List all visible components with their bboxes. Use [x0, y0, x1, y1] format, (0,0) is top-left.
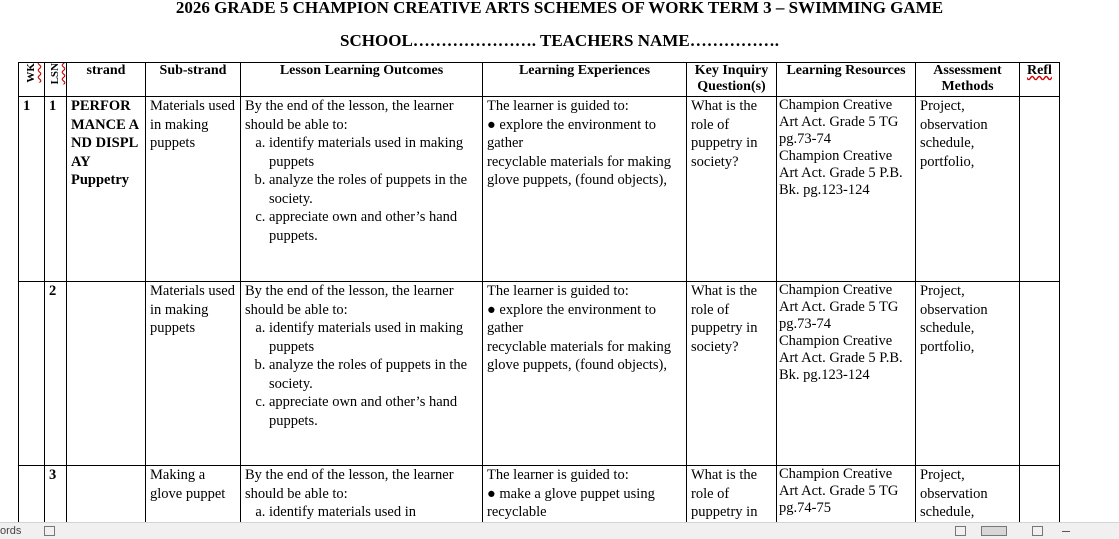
resources-cell — [777, 466, 916, 526]
outcomes-intro: By the end of the lesson, the learner should be able to: — [245, 283, 454, 318]
status-bar — [0, 522, 1119, 539]
col-substrand-header: Sub-strand — [146, 63, 241, 97]
experiences-intro: The learner is guided to: — [487, 467, 629, 483]
assessment-cell: Project, observation schedule, portfolio, — [916, 282, 1020, 466]
week-cell: 1 — [19, 97, 45, 282]
reflection-cell — [1020, 282, 1060, 466]
strand-cell — [67, 466, 146, 526]
resource-pb: Champion Creative Art Act. Grade 5 P.B. Bk. pg.123-124 — [779, 333, 903, 383]
resource-pb: Champion Creative Art Act. Grade 5 P.B. Bk. pg.123-124 — [779, 148, 903, 198]
resource-tg: Champion Creative Art Act. Grade 5 TG pg.74-75 — [779, 466, 899, 516]
inquiry-cell: What is the role of puppetry in society? — [687, 97, 777, 282]
web-layout-icon[interactable] — [1032, 526, 1043, 536]
print-layout-icon[interactable] — [981, 526, 1007, 536]
substrand-cell: Materials used in making puppets — [146, 97, 241, 282]
outcomes-intro: By the end of the lesson, the learner should be able to: — [245, 467, 454, 502]
experiences-rest: recyclable materials for making glove puppets, (found objects), — [487, 338, 671, 373]
substrand-cell: Making a glove puppet — [146, 466, 241, 526]
document-title: 2026 GRADE 5 CHAMPION CREATIVE ARTS SCHEMES OF WORK TERM 3 – SWIMMING GAME — [175, 0, 944, 17]
outcomes-cell — [241, 282, 483, 466]
experiences-rest: recyclable materials for making glove puppets, (found objects), — [487, 153, 671, 188]
week-cell — [19, 466, 45, 526]
outcome-item: c. appreciate own and other’s hand puppets. — [269, 208, 478, 245]
school-teacher-line: SCHOOL…………………. TEACHERS NAME……………. — [340, 31, 779, 50]
col-inquiry-header: Key Inquiry Question(s) — [687, 63, 777, 97]
strand-sub-text: Puppetry — [71, 172, 129, 188]
strand-cell — [67, 282, 146, 466]
outcome-item: a. identify materials used in — [269, 503, 478, 522]
outcome-item: c. appreciate own and other’s hand puppets. — [269, 393, 478, 430]
experiences-bullet: ● explore the environment to gather — [487, 116, 657, 151]
strand-cell — [67, 97, 146, 282]
reflection-cell — [1020, 466, 1060, 526]
reflection-cell — [1020, 97, 1060, 282]
experiences-cell — [483, 466, 687, 526]
outcomes-list — [245, 319, 478, 430]
proofing-icon[interactable] — [44, 526, 55, 536]
outcome-item: a. identify materials used in making puppets — [269, 319, 478, 356]
week-cell — [19, 282, 45, 466]
assessment-cell: Project, observation schedule, — [916, 466, 1020, 526]
col-resources-header: Learning Resources — [777, 63, 916, 97]
zoom-out-icon[interactable] — [1062, 531, 1070, 532]
outcome-item: b. analyze the roles of puppets in the society. — [269, 171, 478, 208]
col-lesson-header: LSN — [45, 63, 67, 97]
inquiry-cell: What is the role of puppetry in society? — [687, 282, 777, 466]
experiences-cell — [483, 282, 687, 466]
resource-tg: Champion Creative Art Act. Grade 5 TG pg.73-74 — [779, 282, 899, 332]
word-count[interactable]: ords — [0, 525, 22, 537]
col-assessment-header: Assessment Methods — [916, 63, 1020, 97]
outcomes-cell — [241, 466, 483, 526]
experiences-bullet: ● explore the environment to gather — [487, 301, 657, 336]
experiences-cell — [483, 97, 687, 282]
outcomes-list — [245, 134, 478, 245]
outcomes-cell — [241, 97, 483, 282]
experiences-intro: The learner is guided to: — [487, 98, 629, 114]
col-experiences-header: Learning Experiences — [483, 63, 687, 97]
col-strand-header: strand — [67, 63, 146, 97]
col-outcomes-header: Lesson Learning Outcomes — [241, 63, 483, 97]
outcome-item: a. identify materials used in making puppets — [269, 134, 478, 171]
scheme-of-work-table — [18, 62, 1060, 526]
col-reflection-header: Refl — [1020, 63, 1060, 97]
experiences-intro: The learner is guided to: — [487, 283, 629, 299]
outcome-item: b. analyze the roles of puppets in the society. — [269, 356, 478, 393]
resource-tg: Champion Creative Art Act. Grade 5 TG pg.73-74 — [779, 97, 899, 147]
table-row — [19, 97, 1060, 282]
substrand-cell: Materials used in making puppets — [146, 282, 241, 466]
experiences-bullet: ● make a glove puppet using — [487, 485, 655, 502]
table-row — [19, 282, 1060, 466]
strand-text: PERFORMANCE AND DISPLAY — [71, 98, 140, 170]
table-row — [19, 466, 1060, 526]
inquiry-cell: What is the role of puppetry in — [687, 466, 777, 526]
resources-cell — [777, 282, 916, 466]
outcomes-intro: By the end of the lesson, the learner should be able to: — [245, 98, 454, 133]
assessment-cell: Project, observation schedule, portfolio, — [916, 97, 1020, 282]
read-mode-icon[interactable] — [955, 526, 966, 536]
outcomes-list — [245, 503, 478, 522]
resources-cell — [777, 97, 916, 282]
lesson-cell: 1 — [45, 97, 67, 282]
lesson-cell: 2 — [45, 282, 67, 466]
experiences-rest: recyclable — [487, 504, 547, 520]
lesson-cell: 3 — [45, 466, 67, 526]
col-week-header: WK — [19, 63, 45, 97]
header-row — [19, 63, 1060, 97]
